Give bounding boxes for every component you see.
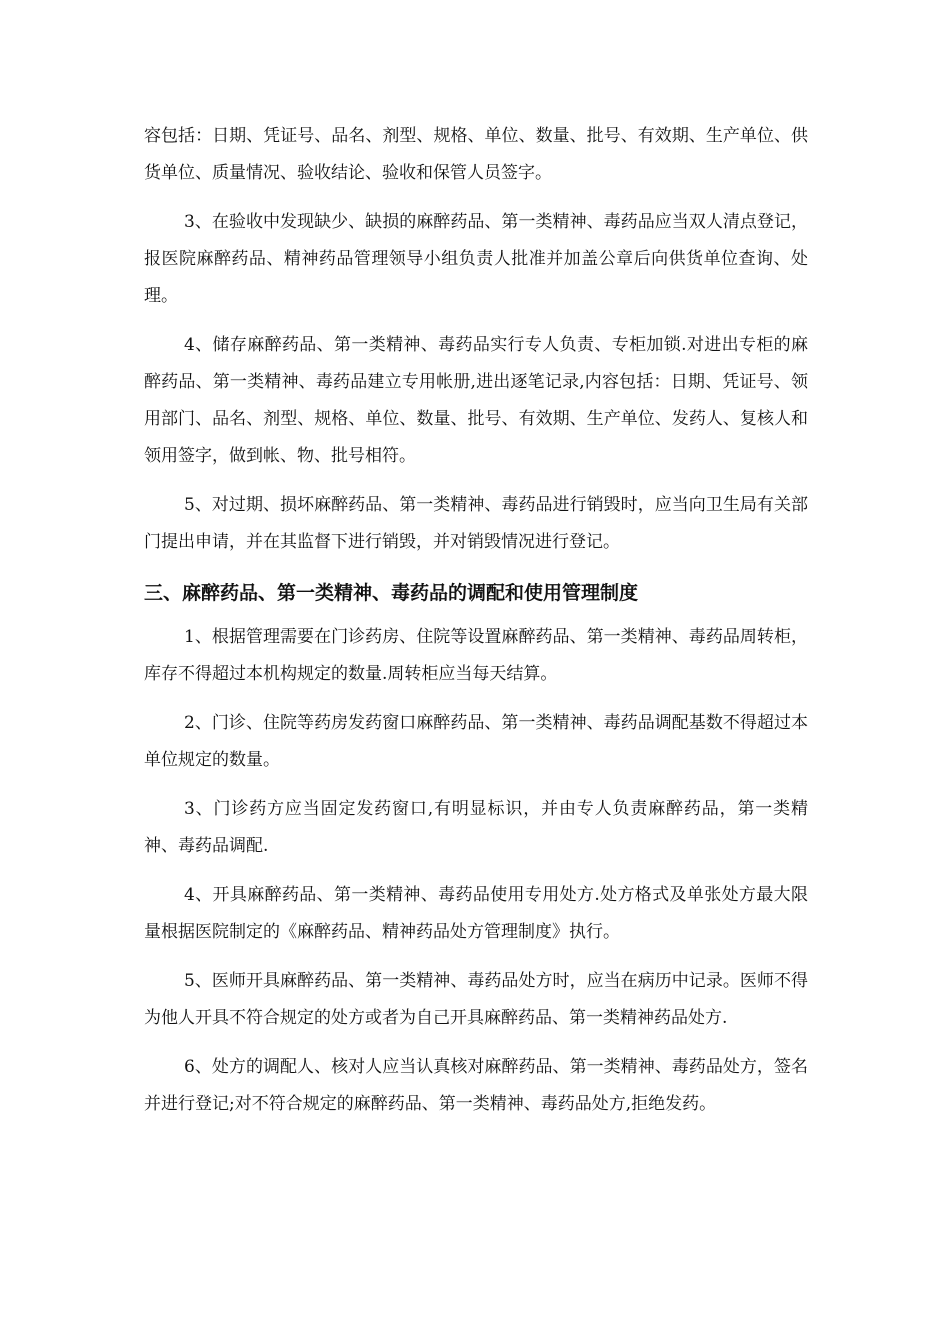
paragraph-2-4: 4、储存麻醉药品、第一类精神、毒药品实行专人负责、专柜加锁.对进出专柜的麻醉药品、第一类精神、毒药品建立专用帐册,进出逐笔记录,内容包括：日期、凭证号、领用部门、品名、剂型、规格、单位、数量、批号、有效期、生产单位、发药人、复核人和领用签字，做到帐、物、批号相符。 <box>144 335 808 466</box>
paragraph-3-1: 1、根据管理需要在门诊药房、住院等设置麻醉药品、第一类精神、毒药品周转柜，库存不得超过本机构规定的数量.周转柜应当每天结算。 <box>144 627 808 684</box>
paragraph-2-5: 5、对过期、损坏麻醉药品、第一类精神、毒药品进行销毁时，应当向卫生局有关部门提出申请，并在其监督下进行销毁，并对销毁情况进行登记。 <box>144 495 808 552</box>
paragraph-3-6: 6、处方的调配人、核对人应当认真核对麻醉药品、第一类精神、毒药品处方，签名并进行登记;对不符合规定的麻醉药品、第一类精神、毒药品处方,拒绝发药。 <box>144 1057 808 1114</box>
paragraph-2-3: 3、在验收中发现缺少、缺损的麻醉药品、第一类精神、毒药品应当双人清点登记，报医院麻醉药品、精神药品管理领导小组负责人批准并加盖公章后向供货单位查询、处理。 <box>144 212 808 306</box>
paragraph-3-5: 5、医师开具麻醉药品、第一类精神、毒药品处方时，应当在病历中记录。医师不得为他人开具不符合规定的处方或者为自己开具麻醉药品、第一类精神药品处方. <box>144 971 808 1028</box>
paragraph-3-4: 4、开具麻醉药品、第一类精神、毒药品使用专用处方.处方格式及单张处方最大限量根据医院制定的《麻醉药品、精神药品处方管理制度》执行。 <box>144 885 808 942</box>
document-page <box>144 118 808 1135</box>
section-3-heading: 三、麻醉药品、第一类精神、毒药品的调配和使用管理制度 <box>144 582 639 604</box>
paragraph-3-2: 2、门诊、住院等药房发药窗口麻醉药品、第一类精神、毒药品调配基数不得超过本单位规定的数量。 <box>144 713 808 770</box>
paragraph-continued-content: 容包括：日期、凭证号、品名、剂型、规格、单位、数量、批号、有效期、生产单位、供货单位、质量情况、验收结论、验收和保管人员签字。 <box>144 126 808 183</box>
paragraph-3-3: 3、门诊药方应当固定发药窗口,有明显标识，并由专人负责麻醉药品，第一类精神、毒药品调配. <box>144 799 808 856</box>
